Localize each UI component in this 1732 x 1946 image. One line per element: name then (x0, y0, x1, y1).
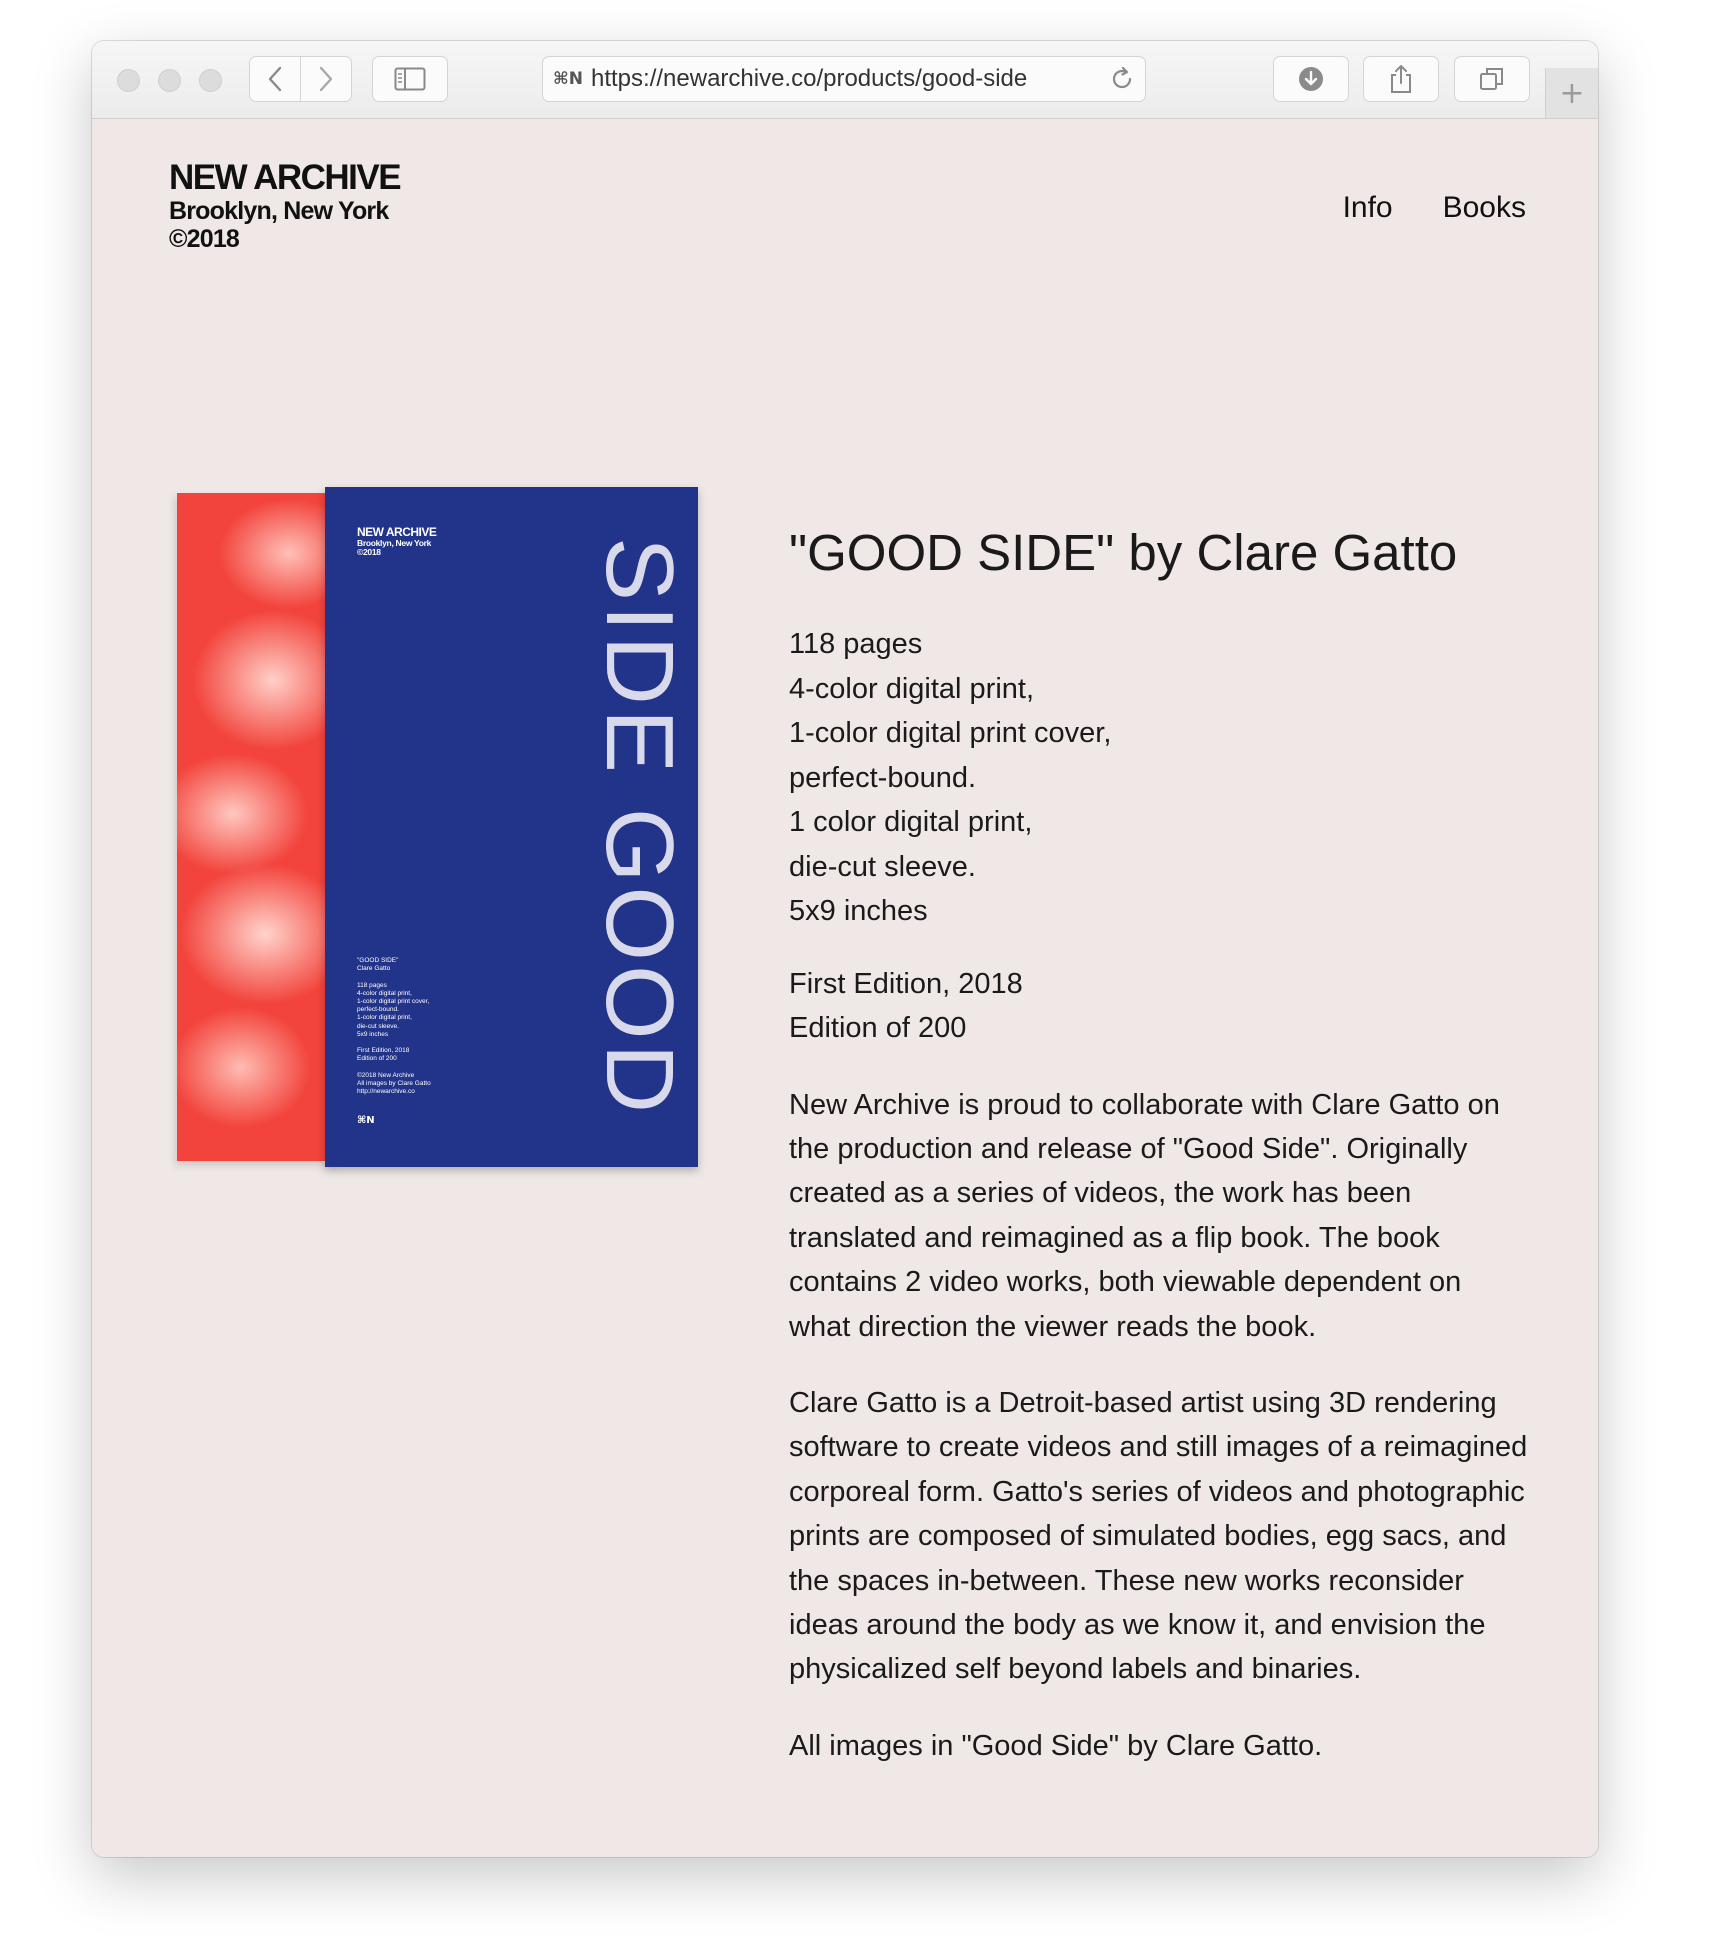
cover-colophon (357, 957, 431, 1096)
forward-button[interactable] (300, 56, 352, 102)
share-button[interactable] (1363, 56, 1439, 102)
tabs-overview-button[interactable] (1454, 56, 1530, 102)
browser-window (92, 41, 1598, 1857)
main-nav (1343, 191, 1526, 225)
cover-logo-year: ©2018 (357, 547, 381, 557)
spec-line: die-cut sleeve. (789, 850, 976, 883)
colophon-line: "GOOD SIDE" (357, 957, 399, 964)
sidebar-icon (394, 67, 426, 91)
colophon-line: 5x9 inches (357, 1030, 389, 1038)
cover-logo-name: NEW ARCHIVE (357, 525, 437, 539)
book-front-cover (325, 487, 698, 1167)
colophon-line: ©2018 New Archive (357, 1071, 415, 1079)
nav-link-info[interactable]: Info (1342, 191, 1393, 224)
spec-line: 4-color digital print, (789, 672, 1034, 705)
colophon-line: 4-color digital print, (357, 989, 412, 997)
plus-icon: + (1559, 75, 1585, 111)
colophon-line: First Edition, 2018 (357, 1047, 410, 1055)
colophon-line: perfect-bound. (357, 1006, 399, 1014)
description-paragraph: All images in "Good Side" by Clare Gatto. (789, 1729, 1323, 1762)
product-title: "GOOD SIDE" by Clare Gatto (789, 524, 1458, 581)
tabs-overview-icon (1478, 65, 1506, 93)
book-sleeve (177, 493, 337, 1161)
zoom-window-button[interactable] (199, 69, 222, 92)
product-specs (789, 622, 1529, 934)
cover-logo (357, 525, 436, 557)
chevron-right-icon (318, 66, 334, 92)
nav-link-books[interactable]: Books (1442, 191, 1526, 224)
sidebar-toggle-button[interactable] (372, 56, 448, 102)
colophon-line: 1-color digital print, (357, 1014, 412, 1022)
cover-title: SIDE GOOD (586, 536, 693, 1118)
spec-line: 5x9 inches (789, 895, 928, 927)
description-paragraph: Clare Gatto is a Detroit-based artist using 3D rendering software to create videos and still images of a reimagined corporeal form. Gatto's series of videos and photographic prints are composed of simulated bodies, egg sacs, and the spaces in-between. These new works reconsider ideas around the body as we know it, and envision the physicalized self beyond labels and binaries. (789, 1386, 1528, 1686)
spec-line: 118 pages (789, 628, 923, 660)
minimize-window-button[interactable] (158, 69, 181, 92)
colophon-line (357, 973, 431, 981)
spec-line: 1-color digital print cover, (789, 717, 1112, 749)
colophon-line: 1-color digital print cover, (357, 998, 430, 1006)
product-details (789, 524, 1529, 1797)
page-content (92, 119, 1598, 1857)
colophon-line: Clare Gatto (357, 965, 391, 973)
site-logo[interactable] (169, 159, 400, 253)
close-window-button[interactable] (117, 69, 140, 92)
browser-toolbar (92, 41, 1598, 119)
logo-location: Brooklyn, New York (169, 197, 389, 225)
cover-logo-location: Brooklyn, New York (357, 538, 432, 548)
share-icon (1388, 64, 1414, 94)
spec-line: perfect-bound. (789, 761, 977, 794)
new-tab-button[interactable] (1545, 68, 1598, 118)
product-edition (789, 962, 1529, 1051)
cover-mark: ⌘N (357, 1115, 375, 1126)
colophon-line: 118 pages (357, 981, 387, 989)
colophon-line (357, 1064, 431, 1072)
edition-line: Edition of 200 (789, 1012, 967, 1044)
colophon-line: Edition of 200 (357, 1055, 397, 1063)
edition-line: First Edition, 2018 (789, 967, 1023, 1000)
colophon-line: http://newarchive.co (357, 1088, 415, 1096)
url-text[interactable]: https://newarchive.co/products/good-side (591, 65, 1028, 92)
reload-icon (1109, 66, 1135, 92)
logo-year: ©2018 (169, 225, 240, 253)
downloads-button[interactable] (1273, 56, 1349, 102)
site-favicon: ⌘N (553, 69, 583, 89)
address-bar[interactable] (542, 56, 1146, 102)
spec-line: 1 color digital print, (789, 806, 1033, 838)
back-button[interactable] (249, 56, 301, 102)
colophon-line (357, 1039, 431, 1047)
download-icon (1297, 65, 1325, 93)
description-paragraph: New Archive is proud to collaborate with Clare Gatto on the production and release of "Good Side". Originally created as a series of videos, the work has been translated and reimagined as a flip book. The book contains 2 video works, both viewable dependent on what direction the viewer reads the book. (789, 1088, 1500, 1343)
reload-button[interactable] (1109, 66, 1135, 97)
colophon-line: All images by Clare Gatto (357, 1080, 431, 1088)
colophon-line: die-cut sleeve. (357, 1022, 399, 1030)
chevron-left-icon (267, 66, 283, 92)
logo-name: NEW ARCHIVE (169, 158, 401, 197)
book-cover-image (177, 487, 709, 1177)
